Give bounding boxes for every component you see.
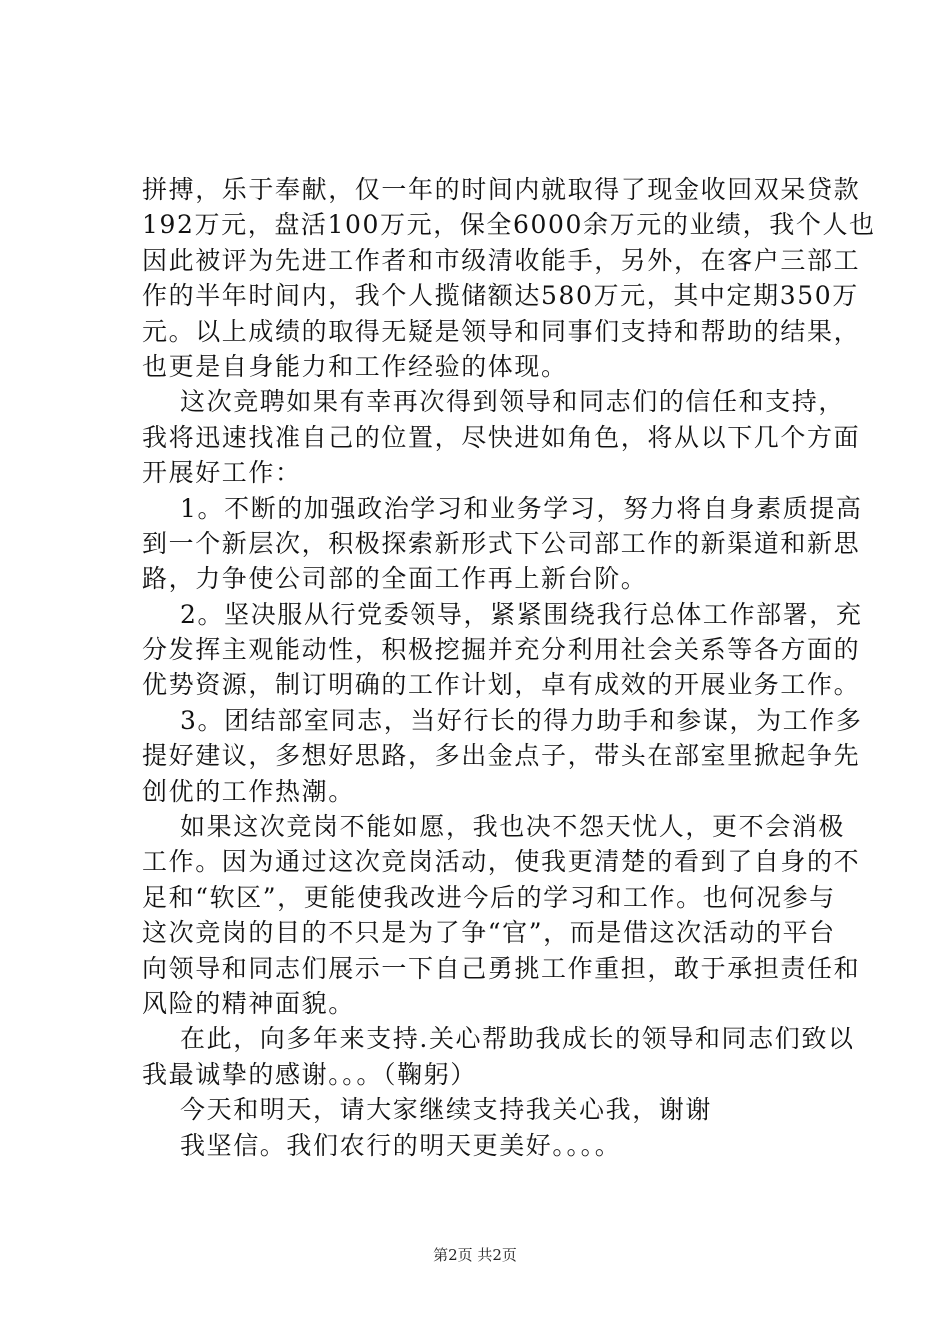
text-line: 优势资源，制订明确的工作计划，卓有成效的开展业务工作。 bbox=[142, 670, 861, 700]
text-line: 工作。因为通过这次竞岗活动，使我更清楚的看到了自身的不 bbox=[142, 847, 861, 877]
text-line: 在此，向多年来支持.关心帮助我成长的领导和同志们致以 bbox=[180, 1024, 855, 1054]
text-line: 元。以上成绩的取得无疑是领导和同事们支持和帮助的结果， bbox=[142, 316, 861, 346]
text-line: 也更是自身能力和工作经验的体现。 bbox=[142, 351, 568, 381]
text-line: 3。团结部室同志，当好行长的得力助手和参谋，为工作多 bbox=[180, 705, 863, 735]
text-line: 向领导和同志们展示一下自己勇挑工作重担，敢于承担责任和 bbox=[142, 953, 861, 983]
text-line: 2。坚决服从行党委领导，紧紧围绕我行总体工作部署，充 bbox=[180, 599, 863, 629]
text-line: 作的半年时间内，我个人揽储额达580万元，其中定期350万 bbox=[142, 281, 859, 311]
text-line: 今天和明天，请大家继续支持我关心我，谢谢 bbox=[180, 1095, 713, 1125]
text-line: 192万元，盘活100万元，保全6000余万元的业绩，我个人也 bbox=[142, 210, 876, 240]
page-footer: 第2页 共2页 bbox=[433, 1246, 517, 1264]
text-line: 分发挥主观能动性，积极挖掘并充分利用社会关系等各方面的 bbox=[142, 635, 861, 665]
text-line: 如果这次竞岗不能如愿，我也决不怨天忧人，更不会消极 bbox=[180, 812, 846, 842]
text-line: 1。不断的加强政治学习和业务学习，努力将自身素质提高 bbox=[180, 493, 863, 523]
text-line: 因此被评为先进工作者和市级清收能手，另外，在客户三部工 bbox=[142, 245, 861, 275]
text-line: 这次竞岗的目的不只是为了争“官”，而是借这次活动的平台 bbox=[142, 918, 836, 948]
text-line: 路，力争使公司部的全面工作再上新台阶。 bbox=[142, 564, 648, 594]
text-line: 到一个新层次，积极探索新形式下公司部工作的新渠道和新思 bbox=[142, 528, 861, 558]
text-line: 我最诚挚的感谢。。。（鞠躬） bbox=[142, 1059, 477, 1089]
text-line: 足和“软区”，更能使我改进今后的学习和工作。也何况参与 bbox=[142, 882, 836, 912]
text-line: 提好建议，多想好思路，多出金点子，带头在部室里掀起争先 bbox=[142, 741, 861, 771]
text-line: 我坚信。我们农行的明天更美好。。。。 bbox=[180, 1130, 622, 1160]
text-line: 拼搏，乐于奉献，仅一年的时间内就取得了现金收回双呆贷款 bbox=[142, 175, 861, 204]
text-line: 创优的工作热潮。 bbox=[142, 776, 355, 806]
text-line: 开展好工作： bbox=[142, 458, 302, 488]
document-body bbox=[142, 172, 876, 1163]
text-line: 风险的精神面貌。 bbox=[142, 988, 355, 1018]
text-line: 我将迅速找准自己的位置，尽快进如角色，将从以下几个方面 bbox=[142, 422, 861, 452]
text-line: 这次竞聘如果有幸再次得到领导和同志们的信任和支持， bbox=[180, 387, 846, 417]
